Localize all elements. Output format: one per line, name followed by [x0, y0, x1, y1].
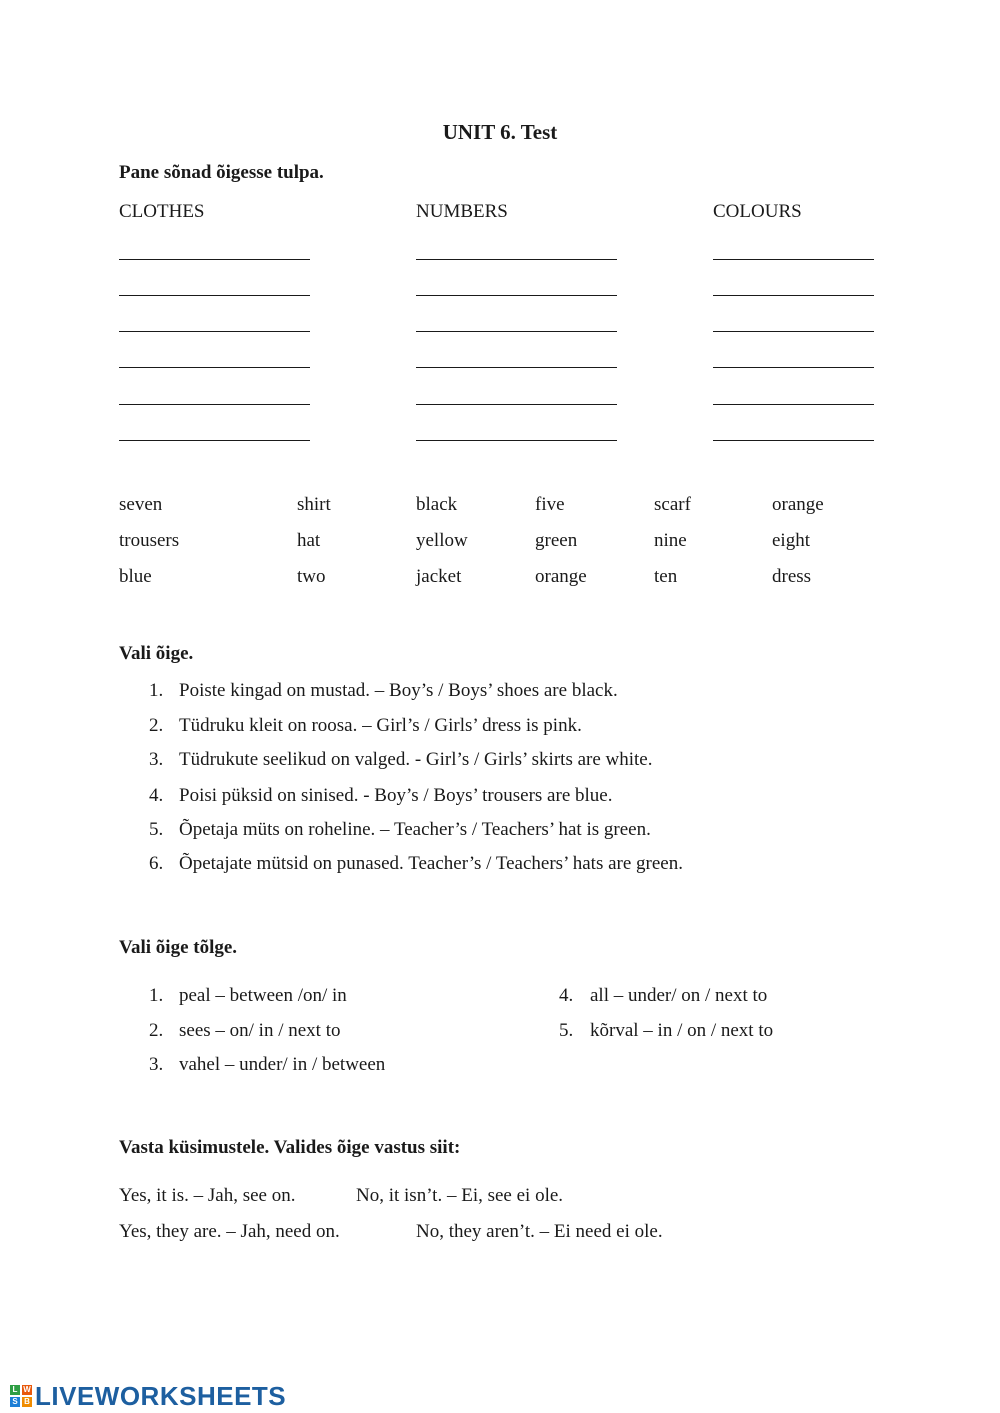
- answer-blank-line: [713, 404, 874, 405]
- list-item-number: 5.: [149, 819, 164, 840]
- word-item: scarf: [654, 494, 691, 515]
- word-item: blue: [119, 566, 152, 587]
- list-item: Tüdrukute seelikud on valged. - Girl’s / Girls’ skirts are white.: [179, 749, 653, 770]
- answer-blank-line: [119, 295, 310, 296]
- word-item: orange: [772, 494, 824, 515]
- answer-blank-line: [119, 331, 310, 332]
- answer-option: No, it isn’t. – Ei, see ei ole.: [356, 1185, 564, 1206]
- word-item: jacket: [416, 566, 462, 587]
- word-item: two: [297, 566, 326, 587]
- list-item-number: 4.: [149, 785, 164, 806]
- list-item-number: 3.: [149, 749, 164, 770]
- answer-blank-line: [119, 404, 310, 405]
- column-header-clothes: CLOTHES: [119, 201, 205, 222]
- column-header-numbers: NUMBERS: [416, 201, 508, 222]
- list-item: Õpetaja müts on roheline. – Teacher’s / Teachers’ hat is green.: [179, 819, 651, 840]
- list-item: vahel – under/ in / between: [179, 1054, 386, 1075]
- section3-instruction: Vali õige tõlge.: [119, 937, 238, 958]
- column-header-colours: COLOURS: [713, 201, 802, 222]
- word-item: black: [416, 494, 458, 515]
- list-item: Poisi püksid on sinised. - Boy’s / Boys’ trousers are blue.: [179, 785, 613, 806]
- answer-option: Yes, it is. – Jah, see on.: [119, 1185, 296, 1206]
- logo-mark-tile: W: [23, 1385, 31, 1394]
- logo-mark-tile: S: [10, 1397, 20, 1407]
- logo-mark-icon: [10, 1385, 32, 1407]
- answer-blank-line: [713, 440, 874, 441]
- word-item: dress: [772, 566, 812, 587]
- list-item-number: 6.: [149, 853, 164, 874]
- list-item-number: 2.: [149, 715, 164, 736]
- word-item: green: [535, 530, 578, 551]
- answer-blank-line: [416, 331, 617, 332]
- answer-blank-line: [713, 331, 874, 332]
- list-item-number: 1.: [149, 680, 164, 701]
- answer-blank-line: [416, 440, 617, 441]
- answer-blank-line: [713, 259, 874, 260]
- list-item: Tüdruku kleit on roosa. – Girl’s / Girls’ dress is pink.: [179, 715, 582, 736]
- word-item: five: [535, 494, 565, 515]
- answer-option: No, they aren’t. – Ei need ei ole.: [416, 1221, 663, 1242]
- list-item-number: 4.: [559, 985, 574, 1006]
- word-item: shirt: [297, 494, 331, 515]
- logo-text: LIVEWORKSHEETS: [35, 1380, 287, 1411]
- answer-option: Yes, they are. – Jah, need on.: [119, 1221, 340, 1242]
- liveworksheets-logo[interactable]: [10, 1380, 286, 1412]
- word-item: eight: [772, 530, 810, 551]
- list-item: Õpetajate mütsid on punased. Teacher’s / Teachers’ hats are green.: [179, 853, 683, 874]
- word-item: seven: [119, 494, 163, 515]
- list-item: Poiste kingad on mustad. – Boy’s / Boys’ shoes are black.: [179, 680, 618, 701]
- section1-instruction: Pane sõnad õigesse tulpa.: [119, 162, 324, 183]
- list-item-number: 1.: [149, 985, 164, 1006]
- list-item: kõrval – in / on / next to: [590, 1020, 774, 1041]
- list-item: peal – between /on/ in: [179, 985, 347, 1006]
- logo-mark-tile: L: [10, 1385, 20, 1395]
- answer-blank-line: [713, 295, 874, 296]
- logo-mark-tile: B: [22, 1397, 32, 1407]
- answer-blank-line: [416, 295, 617, 296]
- list-item: sees – on/ in / next to: [179, 1020, 341, 1041]
- answer-blank-line: [119, 259, 310, 260]
- word-item: orange: [535, 566, 587, 587]
- list-item: all – under/ on / next to: [590, 985, 768, 1006]
- word-item: yellow: [416, 530, 468, 551]
- word-item: trousers: [119, 530, 180, 551]
- answer-blank-line: [119, 440, 310, 441]
- answer-blank-line: [713, 367, 874, 368]
- answer-blank-line: [416, 259, 617, 260]
- section2-instruction: Vali õige.: [119, 643, 194, 664]
- word-item: hat: [297, 530, 321, 551]
- page-title: UNIT 6. Test: [442, 120, 558, 144]
- list-item-number: 2.: [149, 1020, 164, 1041]
- word-item: nine: [654, 530, 687, 551]
- answer-blank-line: [416, 367, 617, 368]
- list-item-number: 3.: [149, 1054, 164, 1075]
- answer-blank-line: [119, 367, 310, 368]
- list-item-number: 5.: [559, 1020, 574, 1041]
- section4-instruction: Vasta küsimustele. Valides õige vastus siit:: [119, 1137, 461, 1158]
- word-item: ten: [654, 566, 678, 587]
- answer-blank-line: [416, 404, 617, 405]
